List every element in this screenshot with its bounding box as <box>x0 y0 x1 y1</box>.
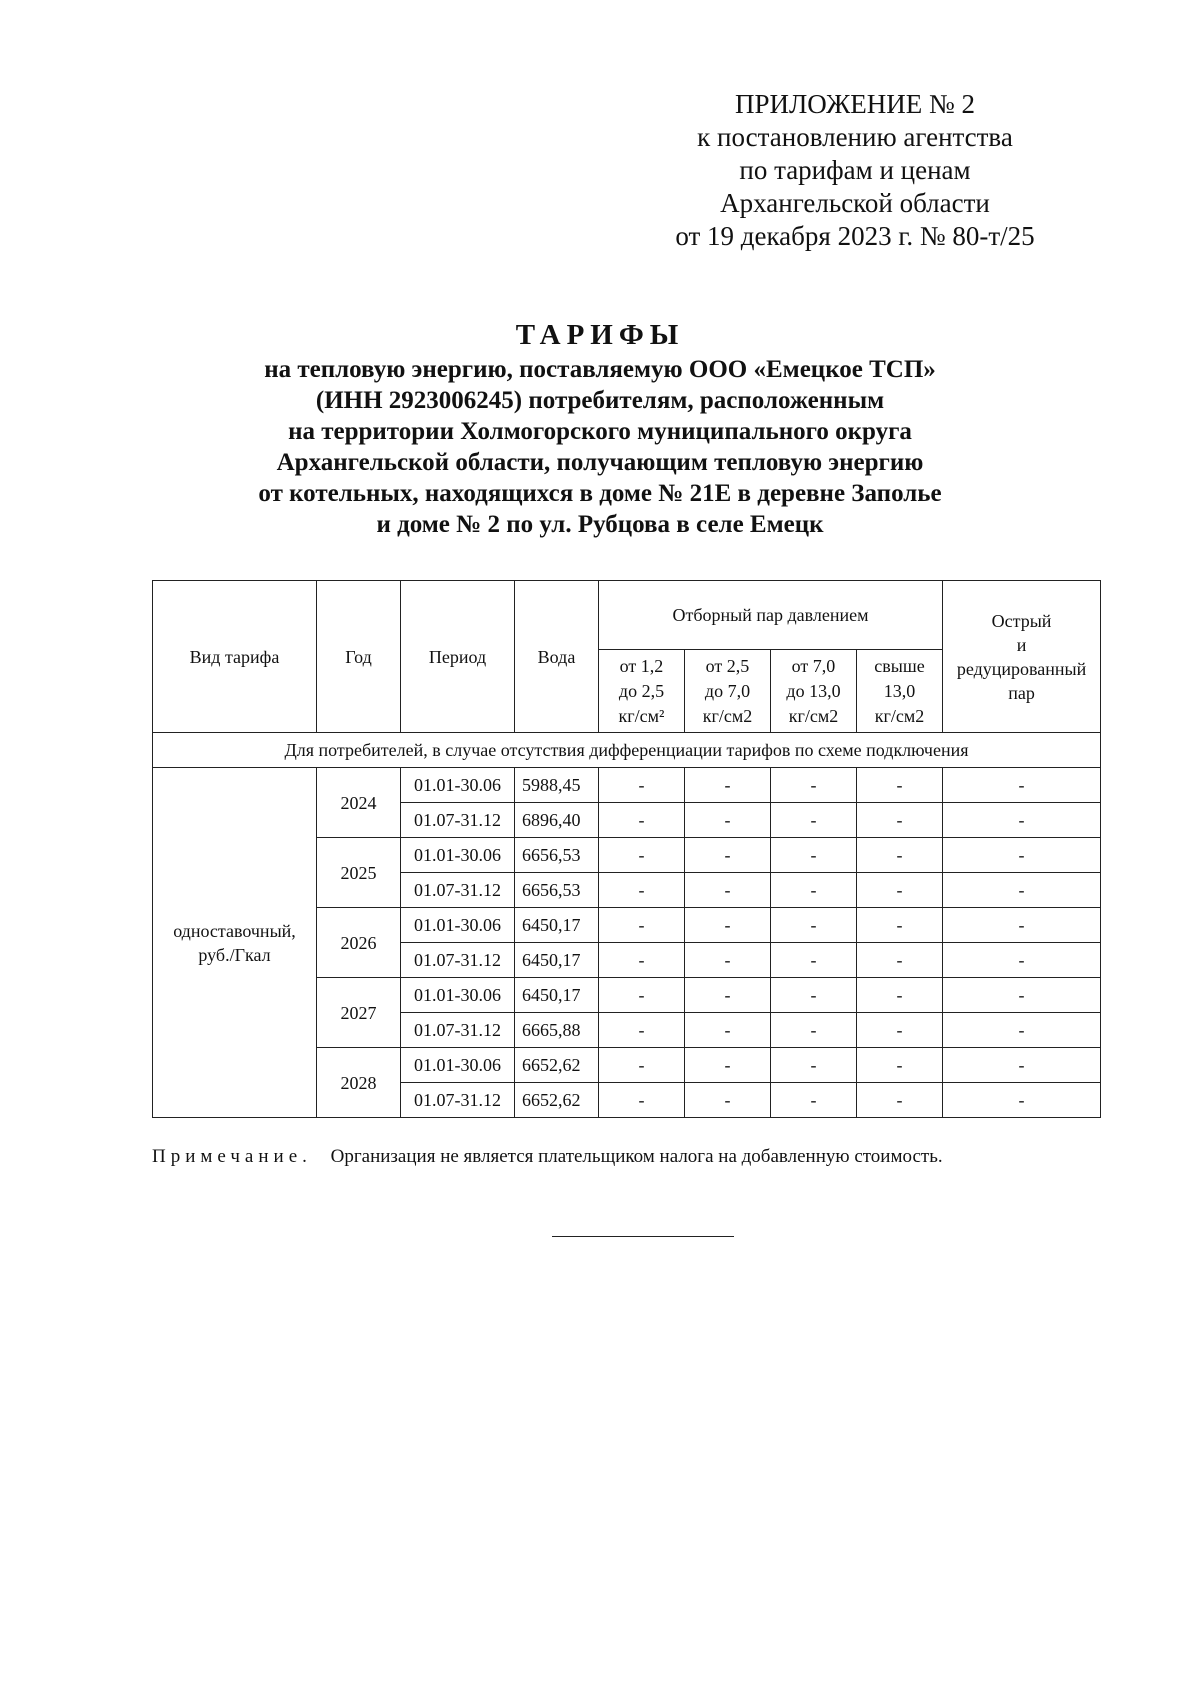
steam-cell: - <box>771 838 857 873</box>
water-cell: 6450,17 <box>515 978 599 1013</box>
steam-cell: - <box>599 908 685 943</box>
period-cell: 01.01-30.06 <box>401 838 515 873</box>
document-title <box>150 318 1050 540</box>
steam-cell: - <box>857 943 943 978</box>
header-line: редуцированный <box>956 658 1087 679</box>
tariffs-table <box>152 580 1101 1118</box>
title-line: Архангельской области, получающим тепловую энергию <box>276 449 924 476</box>
sharp-steam-cell: - <box>943 943 1101 978</box>
header-water: Вода <box>515 581 599 733</box>
steam-cell: - <box>685 943 771 978</box>
steam-cell: - <box>771 1013 857 1048</box>
steam-cell: - <box>857 1013 943 1048</box>
water-cell: 6656,53 <box>515 873 599 908</box>
title-line: от котельных, находящихся в доме № 21Е в деревне Заполье <box>258 480 942 507</box>
sharp-steam-cell: - <box>943 1083 1101 1118</box>
tariff-name-cell <box>153 768 317 1118</box>
steam-cell: - <box>599 803 685 838</box>
steam-cell: - <box>771 978 857 1013</box>
steam-cell: - <box>857 873 943 908</box>
steam-cell: - <box>685 1013 771 1048</box>
header-line: от 7,0 <box>791 655 836 676</box>
period-cell: 01.01-30.06 <box>401 1048 515 1083</box>
period-cell: 01.07-31.12 <box>401 803 515 838</box>
header-line: свыше <box>874 655 925 676</box>
title-line: на территории Холмогорского муниципального округа <box>288 418 912 445</box>
header-line: от 1,2 <box>619 655 664 676</box>
sharp-steam-cell: - <box>943 838 1101 873</box>
steam-cell: - <box>685 768 771 803</box>
steam-cell: - <box>685 978 771 1013</box>
table-row <box>153 768 1101 803</box>
note-label: Примечание. <box>152 1146 312 1167</box>
title-line: (ИНН 2923006245) потребителям, расположенным <box>315 387 885 414</box>
steam-cell: - <box>685 838 771 873</box>
year-cell: 2028 <box>317 1048 401 1118</box>
year-cell: 2025 <box>317 838 401 908</box>
header-line: до 7,0 <box>704 680 751 701</box>
water-cell: 6665,88 <box>515 1013 599 1048</box>
header-year: Год <box>317 581 401 733</box>
steam-cell: - <box>599 768 685 803</box>
header-line: и <box>1016 634 1027 655</box>
title-main: ТАРИФЫ <box>515 319 685 351</box>
water-cell: 6450,17 <box>515 908 599 943</box>
sharp-steam-cell: - <box>943 908 1101 943</box>
year-cell: 2024 <box>317 768 401 838</box>
steam-cell: - <box>685 803 771 838</box>
sharp-steam-cell: - <box>943 1048 1101 1083</box>
steam-cell: - <box>857 978 943 1013</box>
section-row: Для потребителей, в случае отсутствия дифференциации тарифов по схеме подключения <box>153 733 1101 768</box>
sharp-steam-cell: - <box>943 768 1101 803</box>
steam-cell: - <box>771 803 857 838</box>
steam-cell: - <box>857 803 943 838</box>
note <box>152 1146 1112 1168</box>
steam-cell: - <box>771 1048 857 1083</box>
sharp-steam-cell: - <box>943 873 1101 908</box>
year-cell: 2026 <box>317 908 401 978</box>
header-sharp-steam <box>943 581 1101 733</box>
steam-cell: - <box>771 873 857 908</box>
steam-cell: - <box>771 908 857 943</box>
period-cell: 01.07-31.12 <box>401 943 515 978</box>
steam-cell: - <box>685 908 771 943</box>
header-line: кг/см2 <box>874 705 925 726</box>
closing-rule <box>552 1236 734 1237</box>
period-cell: 01.01-30.06 <box>401 768 515 803</box>
period-cell: 01.01-30.06 <box>401 978 515 1013</box>
header-tariff-type: Вид тарифа <box>153 581 317 733</box>
water-cell: 5988,45 <box>515 768 599 803</box>
steam-cell: - <box>599 1083 685 1118</box>
header-line: до 2,5 <box>618 680 665 701</box>
header-line: пар <box>1008 682 1035 703</box>
appendix-line: ПРИЛОЖЕНИЕ № 2 <box>734 89 976 119</box>
steam-cell: - <box>771 768 857 803</box>
tariff-name-line: одноставочный, <box>173 920 296 941</box>
header-line: от 2,5 <box>705 655 750 676</box>
header-line: кг/см2 <box>702 705 753 726</box>
header-line: до 13,0 <box>786 680 841 701</box>
water-cell: 6450,17 <box>515 943 599 978</box>
water-cell: 6652,62 <box>515 1048 599 1083</box>
steam-cell: - <box>857 1083 943 1118</box>
period-cell: 01.07-31.12 <box>401 873 515 908</box>
header-steam-4 <box>857 650 943 733</box>
steam-cell: - <box>857 1048 943 1083</box>
steam-cell: - <box>599 838 685 873</box>
appendix-line: по тарифам и ценам <box>739 155 971 185</box>
header-line: Острый <box>991 610 1052 631</box>
title-line: и доме № 2 по ул. Рубцова в селе Емецк <box>376 511 824 538</box>
header-line: кг/см² <box>618 705 665 726</box>
steam-cell: - <box>857 908 943 943</box>
steam-cell: - <box>771 1083 857 1118</box>
appendix-line: от 19 декабря 2023 г. № 80-т/25 <box>675 221 1035 251</box>
header-steam-3 <box>771 650 857 733</box>
sharp-steam-cell: - <box>943 978 1101 1013</box>
sharp-steam-cell: - <box>943 803 1101 838</box>
steam-cell: - <box>771 943 857 978</box>
period-cell: 01.07-31.12 <box>401 1083 515 1118</box>
header-line: кг/см2 <box>788 705 839 726</box>
steam-cell: - <box>685 1083 771 1118</box>
steam-cell: - <box>599 1013 685 1048</box>
steam-cell: - <box>599 873 685 908</box>
period-cell: 01.07-31.12 <box>401 1013 515 1048</box>
steam-cell: - <box>857 768 943 803</box>
water-cell: 6652,62 <box>515 1083 599 1118</box>
year-cell: 2027 <box>317 978 401 1048</box>
steam-cell: - <box>857 838 943 873</box>
period-cell: 01.01-30.06 <box>401 908 515 943</box>
appendix-line: Архангельской области <box>720 188 990 218</box>
note-text: Организация не является плательщиком налога на добавленную стоимость. <box>330 1146 943 1167</box>
steam-cell: - <box>599 978 685 1013</box>
appendix-line: к постановлению агентства <box>697 122 1013 152</box>
steam-cell: - <box>599 1048 685 1083</box>
header-period: Период <box>401 581 515 733</box>
steam-cell: - <box>685 873 771 908</box>
appendix-block <box>645 88 1065 253</box>
steam-cell: - <box>685 1048 771 1083</box>
header-steam-group: Отборный пар давлением <box>599 581 943 650</box>
header-steam-2 <box>685 650 771 733</box>
sharp-steam-cell: - <box>943 1013 1101 1048</box>
water-cell: 6656,53 <box>515 838 599 873</box>
water-cell: 6896,40 <box>515 803 599 838</box>
header-steam-1 <box>599 650 685 733</box>
header-line: 13,0 <box>883 680 916 701</box>
steam-cell: - <box>599 943 685 978</box>
title-line: на тепловую энергию, поставляемую ООО «Емецкое ТСП» <box>264 356 936 383</box>
tariff-name-line: руб./Гкал <box>198 944 271 965</box>
